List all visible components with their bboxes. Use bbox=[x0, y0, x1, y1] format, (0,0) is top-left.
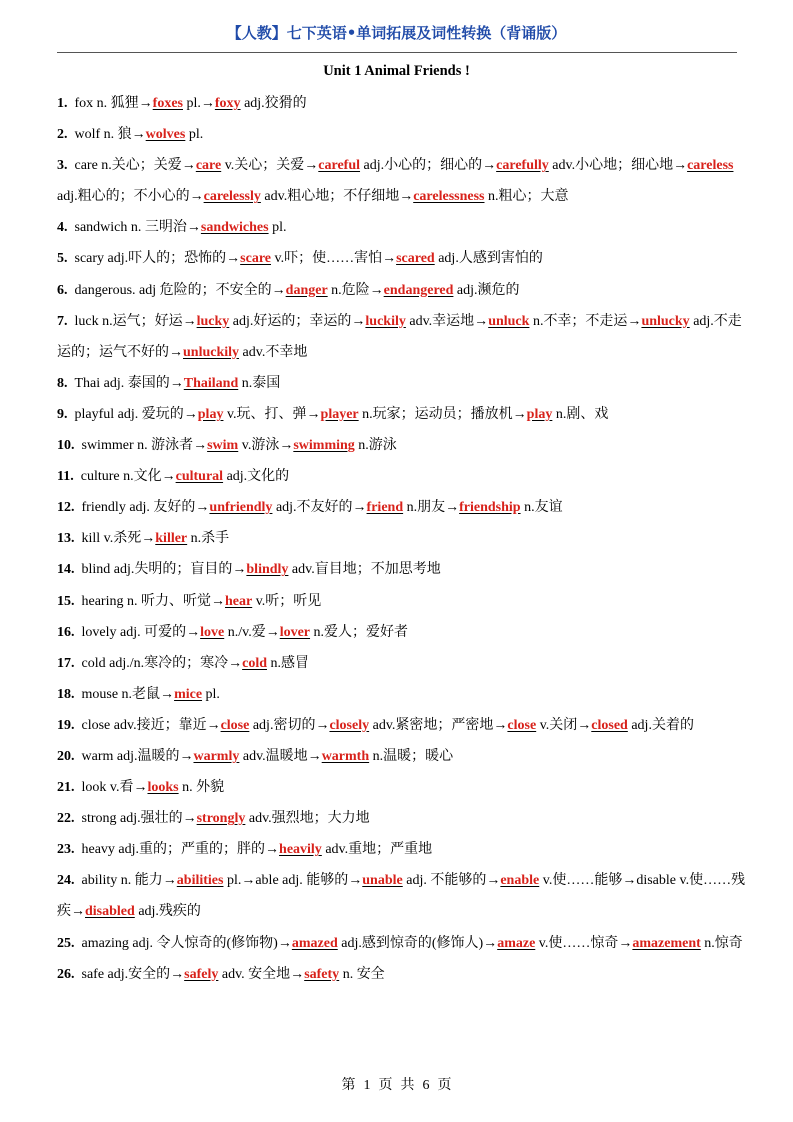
page-header-title: 【人教】七下英语•单词拓展及词性转换（背诵版） bbox=[226, 24, 567, 42]
entry-text: warm adj.温暖的→ bbox=[81, 748, 194, 764]
answer-word: unluckily bbox=[183, 344, 240, 360]
vocabulary-entry bbox=[57, 554, 749, 585]
entry-text: adv.小心地；细心地→ bbox=[548, 158, 688, 174]
footer-word: 共 bbox=[400, 1078, 415, 1093]
footer-word: 页 bbox=[378, 1078, 393, 1093]
entry-text: adj.关着的 bbox=[627, 717, 694, 733]
entry-text: n.感冒 bbox=[267, 655, 309, 671]
answer-word: unable bbox=[362, 873, 403, 889]
vocabulary-entry bbox=[57, 119, 749, 150]
entry-text: adj.残疾的 bbox=[134, 904, 201, 920]
entry-text: v.使……惊奇→ bbox=[535, 935, 633, 951]
entry-text: adv.幸运地→ bbox=[405, 313, 489, 329]
entry-text: fox n. 狐狸→ bbox=[74, 96, 153, 111]
entry-text: adv.盲目地；不加思考地 bbox=[288, 562, 441, 578]
entry-text: lovely adj. 可爱的→ bbox=[81, 624, 201, 640]
answer-word: unluck bbox=[488, 313, 530, 329]
entry-number: 4. bbox=[57, 220, 68, 236]
answer-word: foxes bbox=[152, 96, 183, 111]
answer-word: swim bbox=[207, 438, 239, 454]
entry-text: v.玩、打、弹→ bbox=[223, 406, 321, 422]
entry-number: 13. bbox=[57, 531, 75, 547]
entry-number: 16. bbox=[57, 624, 75, 640]
answer-word: friend bbox=[366, 500, 404, 516]
entry-text: n.游泳 bbox=[354, 438, 397, 454]
answer-word: mice bbox=[174, 686, 203, 702]
entry-text: adv.重地；严重地 bbox=[321, 842, 433, 858]
entry-text: adv.强烈地；大力地 bbox=[245, 811, 370, 827]
answer-word: amazed bbox=[291, 935, 338, 951]
footer-word: 页 bbox=[437, 1078, 452, 1093]
entry-text: adv.紧密地；严密地→ bbox=[369, 717, 508, 733]
answer-word: cold bbox=[242, 655, 267, 671]
answer-word: strongly bbox=[196, 811, 246, 827]
answer-word: player bbox=[320, 406, 359, 422]
entry-text: n.惊奇 bbox=[700, 935, 743, 951]
answer-word: amaze bbox=[497, 935, 536, 951]
answer-word: warmly bbox=[193, 748, 240, 764]
vocabulary-entry bbox=[57, 928, 749, 959]
entry-number: 20. bbox=[57, 748, 75, 764]
vocabulary-entry bbox=[57, 243, 749, 274]
vocabulary-entry bbox=[57, 212, 749, 243]
entry-number: 24. bbox=[57, 873, 75, 889]
entry-text: blind adj.失明的；盲目的→ bbox=[81, 562, 247, 578]
entry-number: 1. bbox=[57, 96, 68, 111]
vocabulary-entry bbox=[57, 865, 749, 927]
entry-text: adv.不幸地 bbox=[239, 344, 308, 360]
entry-text: safe adj.安全的→ bbox=[81, 966, 185, 982]
vocabulary-entry bbox=[57, 679, 749, 710]
entry-number: 22. bbox=[57, 811, 75, 827]
entry-text: v.听；听见 bbox=[252, 593, 322, 609]
vocabulary-entry bbox=[57, 399, 749, 430]
entry-number: 14. bbox=[57, 562, 75, 578]
vocabulary-entry bbox=[57, 803, 749, 834]
entry-text: n. 安全 bbox=[339, 966, 385, 982]
answer-word: cultural bbox=[175, 469, 224, 485]
entry-text: n.杀手 bbox=[187, 531, 230, 547]
answer-word: lover bbox=[279, 624, 311, 640]
vocabulary-entry bbox=[57, 741, 749, 772]
entry-text: culture n.文化→ bbox=[80, 469, 176, 485]
answer-word: carelessly bbox=[203, 189, 261, 205]
entry-text: adj.不走运的；运气不好的→ bbox=[57, 313, 742, 360]
entry-number: 26. bbox=[57, 966, 75, 982]
answer-word: close bbox=[220, 717, 250, 733]
entry-text: n.玩家；运动员；播放机→ bbox=[358, 406, 527, 422]
entry-text: pl.→able adj. 能够的→ bbox=[223, 873, 363, 889]
answer-word: luckily bbox=[365, 313, 406, 329]
answer-word: unlucky bbox=[641, 313, 690, 329]
entry-number: 5. bbox=[57, 251, 68, 267]
entry-text: close adv.接近；靠近→ bbox=[81, 717, 221, 733]
entry-text: playful adj. 爱玩的→ bbox=[74, 406, 198, 422]
answer-word: care bbox=[195, 158, 222, 174]
entry-number: 18. bbox=[57, 686, 75, 702]
entry-text: pl.→ bbox=[183, 96, 215, 111]
answer-word: carefully bbox=[496, 158, 549, 174]
answer-word: closely bbox=[329, 717, 370, 733]
entry-number: 21. bbox=[57, 780, 75, 796]
answer-word: swimming bbox=[293, 438, 355, 454]
entry-number: 12. bbox=[57, 500, 75, 516]
entry-text: v.关心；关爱→ bbox=[221, 158, 319, 174]
entry-text: look v.看→ bbox=[81, 780, 148, 796]
entry-text: v.使……能够→disable v.使……残疾→ bbox=[57, 873, 746, 920]
entry-text: mouse n.老鼠→ bbox=[81, 686, 175, 702]
vocabulary-entry bbox=[57, 275, 749, 306]
answer-word: amazement bbox=[632, 935, 701, 951]
entry-text: adj. 不能够的→ bbox=[402, 873, 501, 889]
entry-text: adj.文化的 bbox=[223, 469, 290, 485]
entry-text: amazing adj. 令人惊奇的(修饰物)→ bbox=[81, 935, 292, 951]
vocabulary-entry bbox=[57, 617, 749, 648]
answer-word: play bbox=[197, 406, 224, 422]
entry-text: strong adj.强壮的→ bbox=[81, 811, 197, 827]
entry-text: adj.粗心的；不小心的→ bbox=[57, 189, 204, 205]
answer-word: disabled bbox=[85, 904, 135, 920]
answer-word: safely bbox=[184, 966, 219, 982]
entry-text: n.粗心；大意 bbox=[484, 189, 569, 205]
answer-word: safety bbox=[304, 966, 340, 982]
answer-word: closed bbox=[591, 717, 628, 733]
entry-text: adj.感到惊奇的(修饰人)→ bbox=[337, 935, 498, 951]
answer-word: foxy bbox=[214, 96, 241, 111]
answer-word: hear bbox=[224, 593, 253, 609]
entry-text: hearing n. 听力、听觉→ bbox=[81, 593, 225, 609]
vocabulary-entry bbox=[57, 772, 749, 803]
vocabulary-entry bbox=[57, 523, 749, 554]
entry-text: adj.人感到害怕的 bbox=[434, 251, 543, 267]
entry-number: 10. bbox=[57, 438, 75, 454]
answer-word: lucky bbox=[196, 313, 230, 329]
vocabulary-entry bbox=[57, 306, 749, 368]
entry-text: n.剧、戏 bbox=[552, 406, 609, 422]
answer-word: friendship bbox=[459, 500, 521, 516]
answer-word: warmth bbox=[321, 748, 370, 764]
answer-word: enable bbox=[500, 873, 540, 889]
entry-number: 19. bbox=[57, 717, 75, 733]
entry-number: 7. bbox=[57, 313, 68, 329]
entry-text: v.吓；使……害怕→ bbox=[271, 251, 397, 267]
answer-word: blindly bbox=[246, 562, 289, 578]
vocabulary-entry bbox=[57, 368, 749, 399]
answer-word: close bbox=[507, 717, 537, 733]
entry-text: adj.不友好的→ bbox=[272, 500, 367, 516]
entry-number: 15. bbox=[57, 593, 75, 609]
entry-text: adj.好运的；幸运的→ bbox=[229, 313, 366, 329]
entry-text: heavy adj.重的；严重的；胖的→ bbox=[81, 842, 280, 858]
entry-text: Thai adj. 泰国的→ bbox=[74, 375, 184, 391]
page-footer bbox=[0, 1074, 793, 1094]
vocabulary-entry bbox=[57, 834, 749, 865]
answer-word: heavily bbox=[279, 842, 322, 858]
entry-number: 23. bbox=[57, 842, 75, 858]
footer-total-pages: 6 bbox=[422, 1078, 430, 1093]
footer-page-number: 1 bbox=[363, 1078, 371, 1093]
answer-word: scare bbox=[240, 251, 271, 267]
vocabulary-entry bbox=[57, 586, 749, 617]
answer-word: carelessness bbox=[413, 189, 485, 205]
vocabulary-entry bbox=[57, 959, 749, 990]
vocabulary-entry bbox=[57, 492, 749, 523]
vocabulary-entry bbox=[57, 648, 749, 679]
entry-text: pl. bbox=[202, 686, 220, 702]
entry-text: friendly adj. 友好的→ bbox=[81, 500, 210, 516]
entry-text: n./v.爱→ bbox=[224, 624, 280, 640]
entry-number: 6. bbox=[57, 282, 68, 298]
header-divider bbox=[57, 52, 737, 53]
entry-text: n.朋友→ bbox=[403, 500, 460, 516]
entry-text: n. 外貌 bbox=[178, 780, 225, 796]
entry-text: swimmer n. 游泳者→ bbox=[81, 438, 208, 454]
entry-text: kill v.杀死→ bbox=[81, 531, 156, 547]
entry-text: ability n. 能力→ bbox=[81, 873, 177, 889]
entry-text: sandwich n. 三明治→ bbox=[74, 220, 201, 236]
answer-word: careless bbox=[687, 158, 734, 174]
entry-text: adj.濒危的 bbox=[453, 282, 520, 298]
answer-word: sandwiches bbox=[200, 220, 269, 236]
entry-text: v.关闭→ bbox=[536, 717, 592, 733]
vocabulary-entry bbox=[57, 88, 749, 119]
entry-number: 8. bbox=[57, 375, 68, 391]
answer-word: danger bbox=[285, 282, 328, 298]
entry-number: 9. bbox=[57, 406, 68, 422]
unit-title: Unit 1 Animal Friends ! bbox=[323, 63, 470, 79]
answer-word: scared bbox=[396, 251, 435, 267]
entry-text: scary adj.吓人的；恐怖的→ bbox=[74, 251, 241, 267]
vocabulary-entry bbox=[57, 710, 749, 741]
entry-text: n.泰国 bbox=[238, 375, 281, 391]
vocabulary-entry bbox=[57, 461, 749, 492]
vocabulary-list bbox=[57, 88, 749, 990]
vocabulary-entry bbox=[57, 150, 749, 212]
entry-number: 11. bbox=[57, 469, 74, 485]
entry-text: care n.关心；关爱→ bbox=[74, 158, 196, 174]
entry-text: n.危险→ bbox=[327, 282, 384, 298]
entry-text: n.不幸；不走运→ bbox=[529, 313, 642, 329]
entry-text: v.游泳→ bbox=[238, 438, 294, 454]
entry-text: adj.小心的；细心的→ bbox=[360, 158, 497, 174]
footer-word: 第 bbox=[341, 1078, 356, 1093]
entry-number: 25. bbox=[57, 935, 75, 951]
entry-text: dangerous. adj 危险的；不安全的→ bbox=[74, 282, 286, 298]
entry-text: adv. 安全地→ bbox=[218, 966, 305, 982]
entry-text: adj.狡猾的 bbox=[240, 96, 307, 111]
entry-text: n.温暖；暖心 bbox=[369, 748, 454, 764]
answer-word: careful bbox=[318, 158, 361, 174]
answer-word: play bbox=[526, 406, 553, 422]
entry-text: luck n.运气；好运→ bbox=[74, 313, 197, 329]
vocabulary-entry bbox=[57, 430, 749, 461]
answer-word: killer bbox=[155, 531, 188, 547]
entry-text: adv.粗心地；不仔细地→ bbox=[260, 189, 414, 205]
entry-text: pl. bbox=[185, 127, 204, 143]
entry-text: adv.温暖地→ bbox=[239, 748, 322, 764]
answer-word: unfriendly bbox=[209, 500, 273, 516]
answer-word: abilities bbox=[176, 873, 224, 889]
entry-text: adj.密切的→ bbox=[249, 717, 330, 733]
answer-word: endangered bbox=[383, 282, 454, 298]
entry-text: wolf n. 狼→ bbox=[74, 127, 146, 143]
answer-word: wolves bbox=[145, 127, 186, 143]
entry-text: n.友谊 bbox=[520, 500, 563, 516]
entry-number: 3. bbox=[57, 158, 68, 174]
entry-number: 2. bbox=[57, 127, 68, 143]
answer-word: looks bbox=[147, 780, 179, 796]
entry-text: cold adj./n.寒冷的；寒冷→ bbox=[81, 655, 243, 671]
entry-text: pl. bbox=[268, 220, 287, 236]
entry-number: 17. bbox=[57, 655, 75, 671]
entry-text: n.爱人；爱好者 bbox=[310, 624, 409, 640]
answer-word: Thailand bbox=[183, 375, 239, 391]
answer-word: love bbox=[200, 624, 225, 640]
